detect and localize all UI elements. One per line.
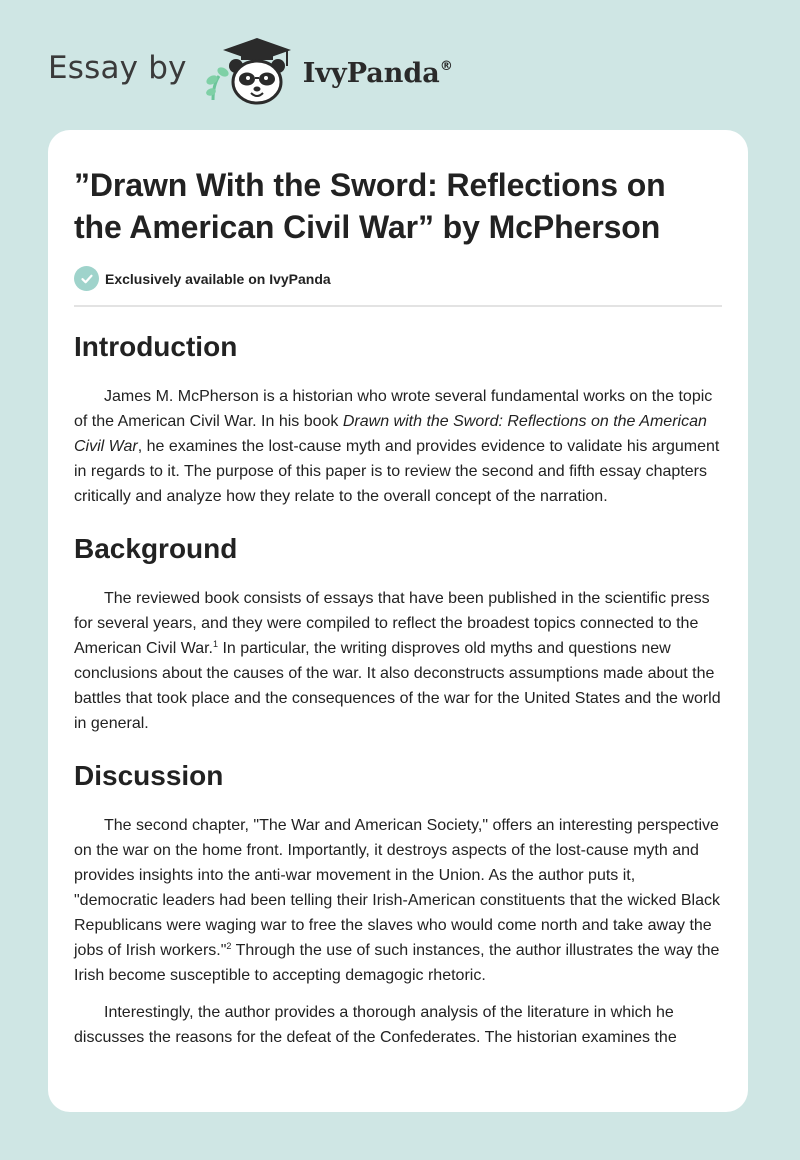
section-heading-background: Background [74, 533, 238, 564]
section-heading-discussion: Discussion [74, 760, 224, 791]
site-header [48, 36, 453, 106]
footnote-ref[interactable]: 1 [212, 639, 218, 649]
registered-mark: ® [439, 58, 453, 74]
text-run: The second chapter, "The War and American Society," offers an interesting perspective on the war on the home front. Importantly, it destroys aspects of the lost-cause myth and provides insights into the anti-war movement in the Union. As the author puts it, "democratic leaders had been telling their Irish-American constituents that the wicked Black Republicans were waging war to free the slaves who would come north and take away the jobs of Irish workers." [74, 817, 720, 959]
brand-name-text: IvyPanda [302, 57, 440, 89]
text-run: The reviewed book consists of essays that have been published in the scientific press for several years, and they were compiled to reflect the broadest topics connected to the American Civil War. [74, 590, 710, 657]
text-run: In particular, the writing disproves old myths and questions new conclusions about the causes of the war. It also deconstructs assumptions made about the battles that took place and the consequences of the war for the United States and the world in general. [74, 640, 721, 732]
discussion-paragraph-2: Interestingly, the author provides a thorough analysis of the literature in which he discusses the reasons for the defeat of the Confederates. The historian examines the [74, 1004, 677, 1046]
intro-paragraph [74, 384, 722, 509]
text-run: Through the use of such instances, the author illustrates the way the Irish become susceptible to accepting demagogic rhetoric. [74, 942, 720, 984]
text-run: James M. McPherson is a historian who wrote several fundamental works on the topic of the American Civil War. In his book [74, 388, 713, 430]
footnote-ref[interactable]: 2 [226, 941, 232, 951]
check-circle-icon [74, 266, 99, 291]
essay-by-label: Essay by [48, 50, 187, 86]
exclusive-badge [74, 266, 722, 307]
panda-graduate-icon[interactable] [203, 36, 299, 106]
background-paragraph [74, 586, 722, 736]
discussion-paragraph-1 [74, 813, 722, 988]
page-title: ”Drawn With the Sword: Reflections on the American Civil War” by McPherson [74, 167, 666, 245]
text-run: , he examines the lost-cause myth and provides evidence to validate his argument in regards to it. The purpose of this paper is to review the second and fifth essay chapters critically and analyze how they relate to the overall concept of the narration. [74, 438, 720, 505]
exclusive-text: Exclusively available on IvyPanda [105, 270, 331, 287]
section-heading-introduction: Introduction [74, 331, 238, 362]
book-title: Drawn with the Sword: Reflections on the American Civil War [74, 413, 707, 455]
brand-name[interactable] [303, 58, 453, 89]
essay-card [48, 130, 748, 1112]
